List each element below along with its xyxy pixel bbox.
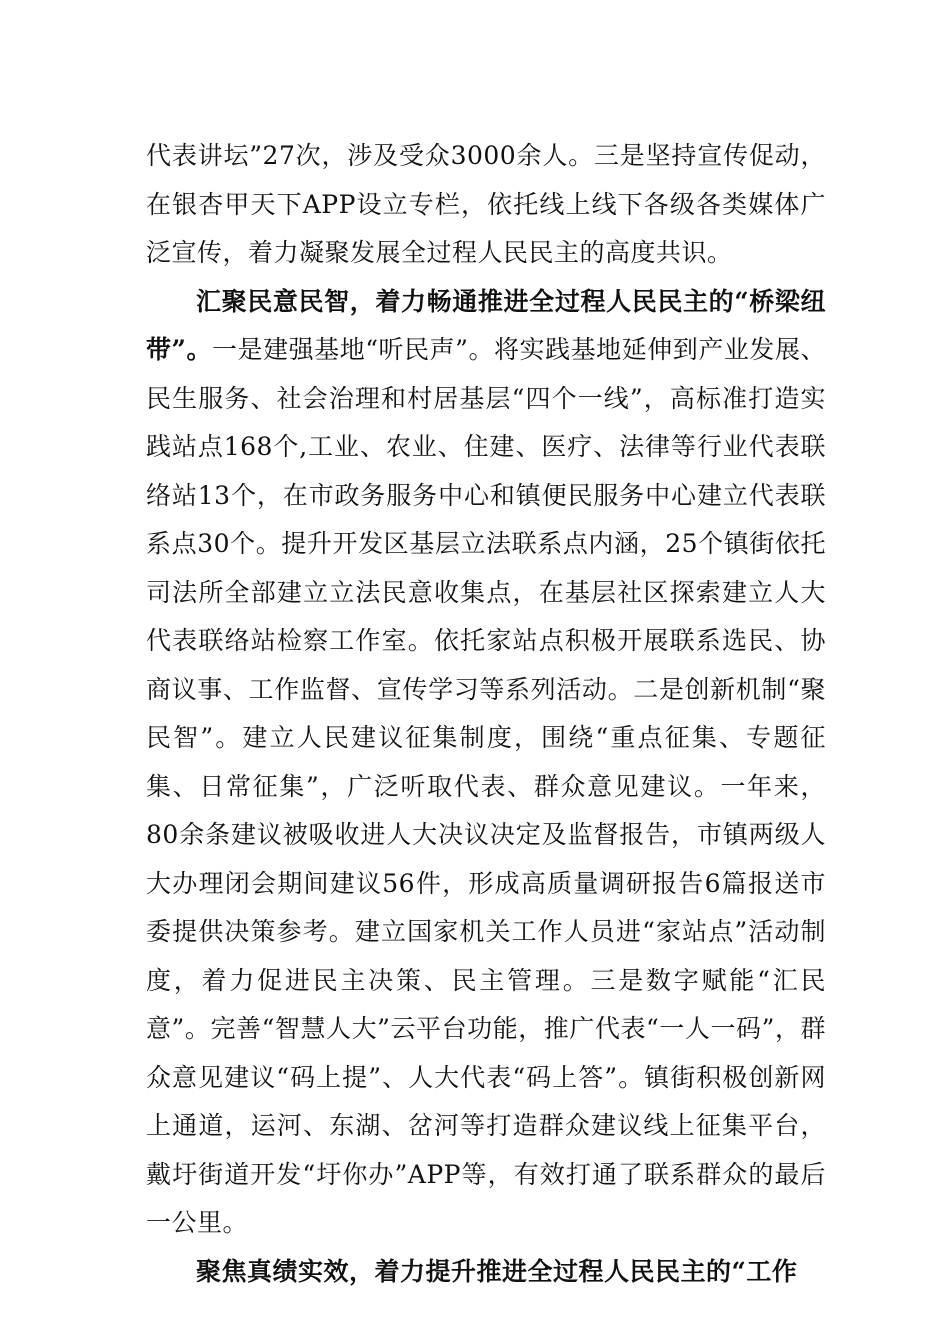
- document-body: [146, 132, 826, 1296]
- paragraph-2-text: 一是建强基地“听民声”。将实践基地延伸到产业发展、民生服务、社会治理和村居基层“四个一线”，高标准打造实践站点168个,工业、农业、住建、医疗、法律等行业代表联络站13个，在市政务服务中心和镇便民服务中心建立代表联系点30个。提升开发区基层立法联系点内涵，25个镇街依托司法所全部建立立法民意收集点，在基层社区探索建立人大代表联络站检察工作室。依托家站点积极开展联系选民、协商议事、工作监督、宣传学习等系列活动。二是创新机制“聚民智”。建立人民建议征集制度，围绕“重点征集、专题征集、日常征集”，广泛听取代表、群众意见建议。一年来，80余条建议被吸收进人大决议决定及监督报告，市镇两级人大办理闭会期间建议56件，形成高质量调研报告6篇报送市委提供决策参考。建立国家机关工作人员进“家站点”活动制度，着力促进民主决策、民主管理。三是数字赋能“汇民意”。完善“智慧人大”云平台功能，推广代表“一人一码”，群众意见建议“码上提”、人大代表“码上答”。镇街积极创新网上通道，运河、东湖、岔河等打造群众建议线上征集平台，戴圩街道开发“圩你办”APP等，有效打通了联系群众的最后一公里。: [146, 335, 826, 1237]
- paragraph-3: [146, 1248, 826, 1297]
- paragraph-1-text: 代表讲坛”27次，涉及受众3000余人。三是坚持宣传促动，在银杏甲天下APP设立专栏，依托线上线下各级各类媒体广泛宣传，着力凝聚发展全过程人民民主的高度共识。: [146, 141, 826, 267]
- paragraph-1: [146, 132, 826, 278]
- paragraph-3-heading: 聚焦真绩实效，着力提升推进全过程人民民主的“工作: [196, 1256, 798, 1286]
- paragraph-2-heading: 汇聚民意民智，着力畅通推进全过程人民民主的“桥梁纽带”。: [146, 286, 826, 364]
- paragraph-2: [146, 278, 826, 1248]
